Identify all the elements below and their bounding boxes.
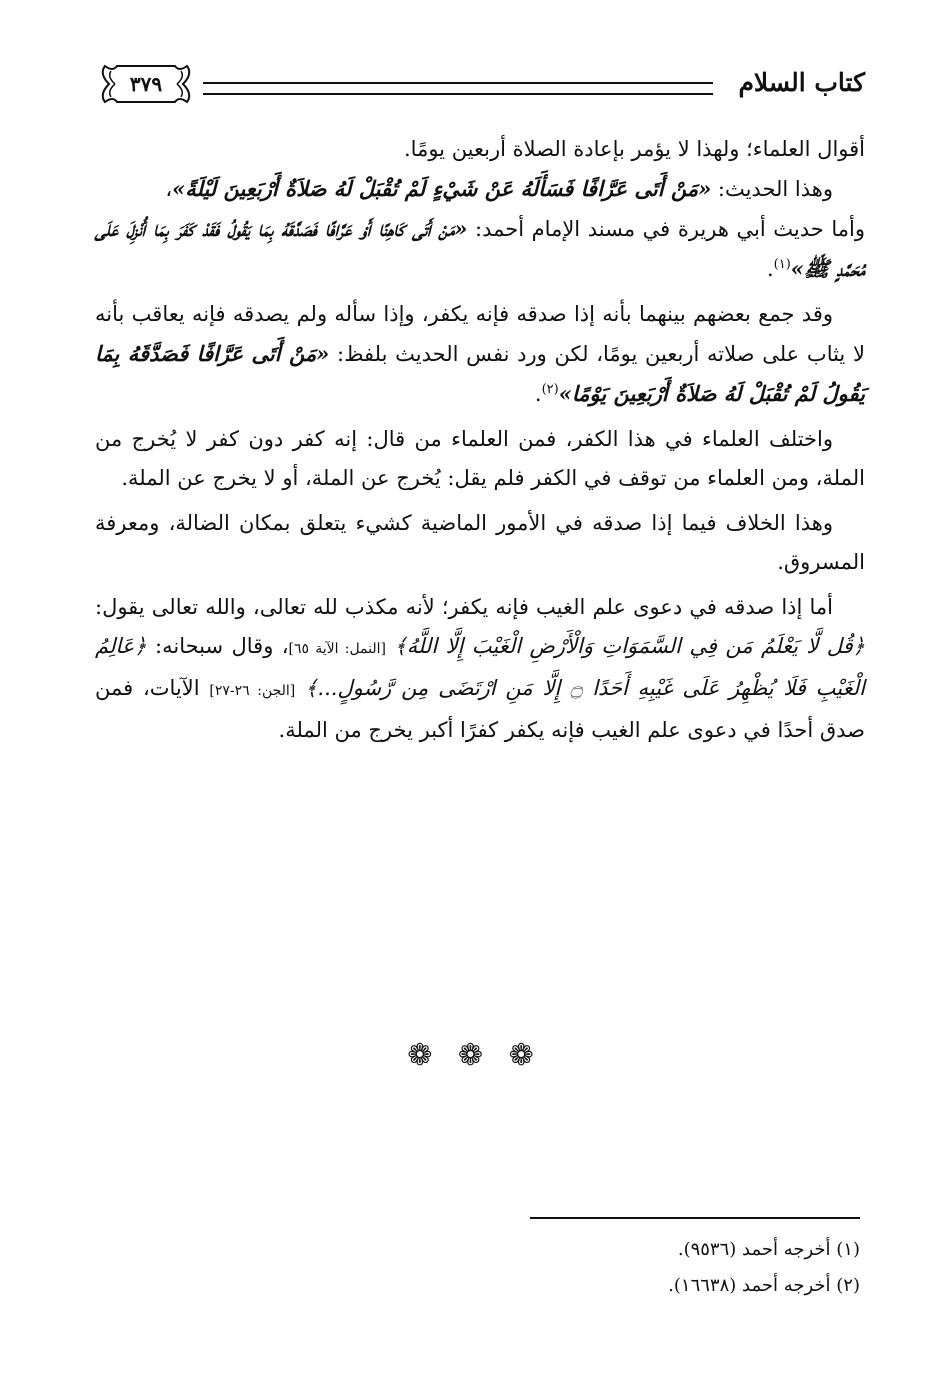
paragraph-5-text: واختلف العلماء في هذا الكفر، فمن العلماء من قال: إنه كفر دون كفر لا يُخرج من الملة، ومن العلماء من توقف في الكفر فلم يقل: يُخرج عن الملة، أو لا يخرج عن الملة.	[95, 427, 865, 490]
paragraph-4-lead: وقد جمع بعضهم بينهما بأنه إذا صدقه فإنه يكفر، وإذا سأله ولم يصدقه فإنه يعاقب بأنه لا يثاب على صلاته أربعين يومًا، لكن ورد نفس الحديث بلفظ:	[95, 302, 865, 366]
hadith-quote-3: «مَنْ أَتَى عَرَّافًا فَصَدَّقَهُ بِمَا يَقُولُ لَمْ تُقْبَلْ لَهُ صَلاَةٌ أَرْبَعِينَ يَوْمًا»	[95, 341, 865, 406]
hadith-quote-2: «مَنْ أَتَى كَاهِنًا أَوْ عَرَّافًا فَصَدَّقَهُ بِمَا يَقُولُ فَقَدْ كَفَرَ بِمَا أُنْزِلَ عَلَى مُحَمَّدٍ ﷺ»	[95, 216, 865, 281]
footnotes	[530, 1232, 860, 1304]
quran-verse-1: ﴿قُل لَّا يَعْلَمُ مَن فِي السَّمَوَاتِ وَالْأَرْضِ الْغَيْبَ إِلَّا اللَّهُ﴾	[394, 634, 865, 658]
paragraph-4-tail: .	[534, 382, 542, 406]
paragraph-1-text: أقوال العلماء؛ ولهذا لا يؤمر بإعادة الصلاة أربعين يومًا.	[404, 137, 865, 161]
paragraph-3-tail: .	[766, 257, 774, 281]
paragraph-7-tail: الآيات، فمن صدق أحدًا في دعوى علم الغيب فإنه يكفر كفرًا أكبر يخرج من الملة.	[95, 676, 865, 742]
main-text	[95, 130, 865, 750]
footnote-rule	[530, 1217, 860, 1219]
footnote-marker-2: (٢)	[541, 382, 559, 397]
footnote-1: (١) أخرجه أحمد (٩٥٣٦).	[677, 1239, 860, 1260]
verse-reference-1: [النمل: الآية ٦٥]	[288, 641, 386, 657]
paragraph-2-lead: وهذا الحديث:	[711, 177, 833, 201]
page-number: ٣٧٩	[129, 72, 163, 96]
paragraph-7-lead: أما إذا صدقه في دعوى علم الغيب فإنه يكفر؛ لأنه مكذب لله تعالى، والله تعالى يقول:	[95, 595, 833, 619]
footnote-marker-1: (١)	[773, 257, 791, 272]
hadith-quote-1: «مَنْ أَتَى عَرَّافًا فَسَأَلَهُ عَنْ شَيْءٍ لَمْ تُقْبَلْ لَهُ صَلاَةٌ أَرْبَعِينَ لَيْلَةً»	[172, 176, 712, 201]
paragraph-7	[95, 588, 865, 750]
paragraph-5	[95, 420, 865, 498]
quran-verse-2: ﴿عَالِمُ الْغَيْبِ فَلَا يُظْهِرُ عَلَى غَيْبِهِ أَحَدًا ۝ إِلَّا مَنِ ارْتَضَى مِن رَّسُولٍ...﴾	[95, 634, 866, 700]
paragraph-6-text: وهذا الخلاف فيما إذا صدقه في الأمور الماضية كشيء يتعلق بمكان الضالة، ومعرفة المسروق.	[95, 511, 865, 574]
paragraph-6	[95, 504, 865, 582]
paragraph-3-lead: وأما حديث أبي هريرة في مسند الإمام أحمد:	[467, 217, 865, 241]
book-title: كتاب السلام	[738, 68, 865, 97]
footnote-2: (٢) أخرجه أحمد (١٦٦٣٨).	[668, 1275, 860, 1296]
paragraph-2	[95, 169, 865, 209]
header-rule	[203, 82, 713, 95]
verse-reference-2: [الجن: ٢٦-٢٧]	[209, 683, 296, 699]
paragraph-2-tail: ،	[165, 177, 173, 201]
page-number-frame	[95, 62, 197, 106]
paragraph-3	[95, 209, 865, 289]
page-header	[95, 62, 865, 112]
paragraph-1	[95, 130, 865, 169]
section-ornament: ❁ ❁ ❁	[407, 1038, 542, 1073]
paragraph-4	[95, 295, 865, 414]
paragraph-7-mid: ، وقال سبحانه:	[146, 634, 289, 658]
